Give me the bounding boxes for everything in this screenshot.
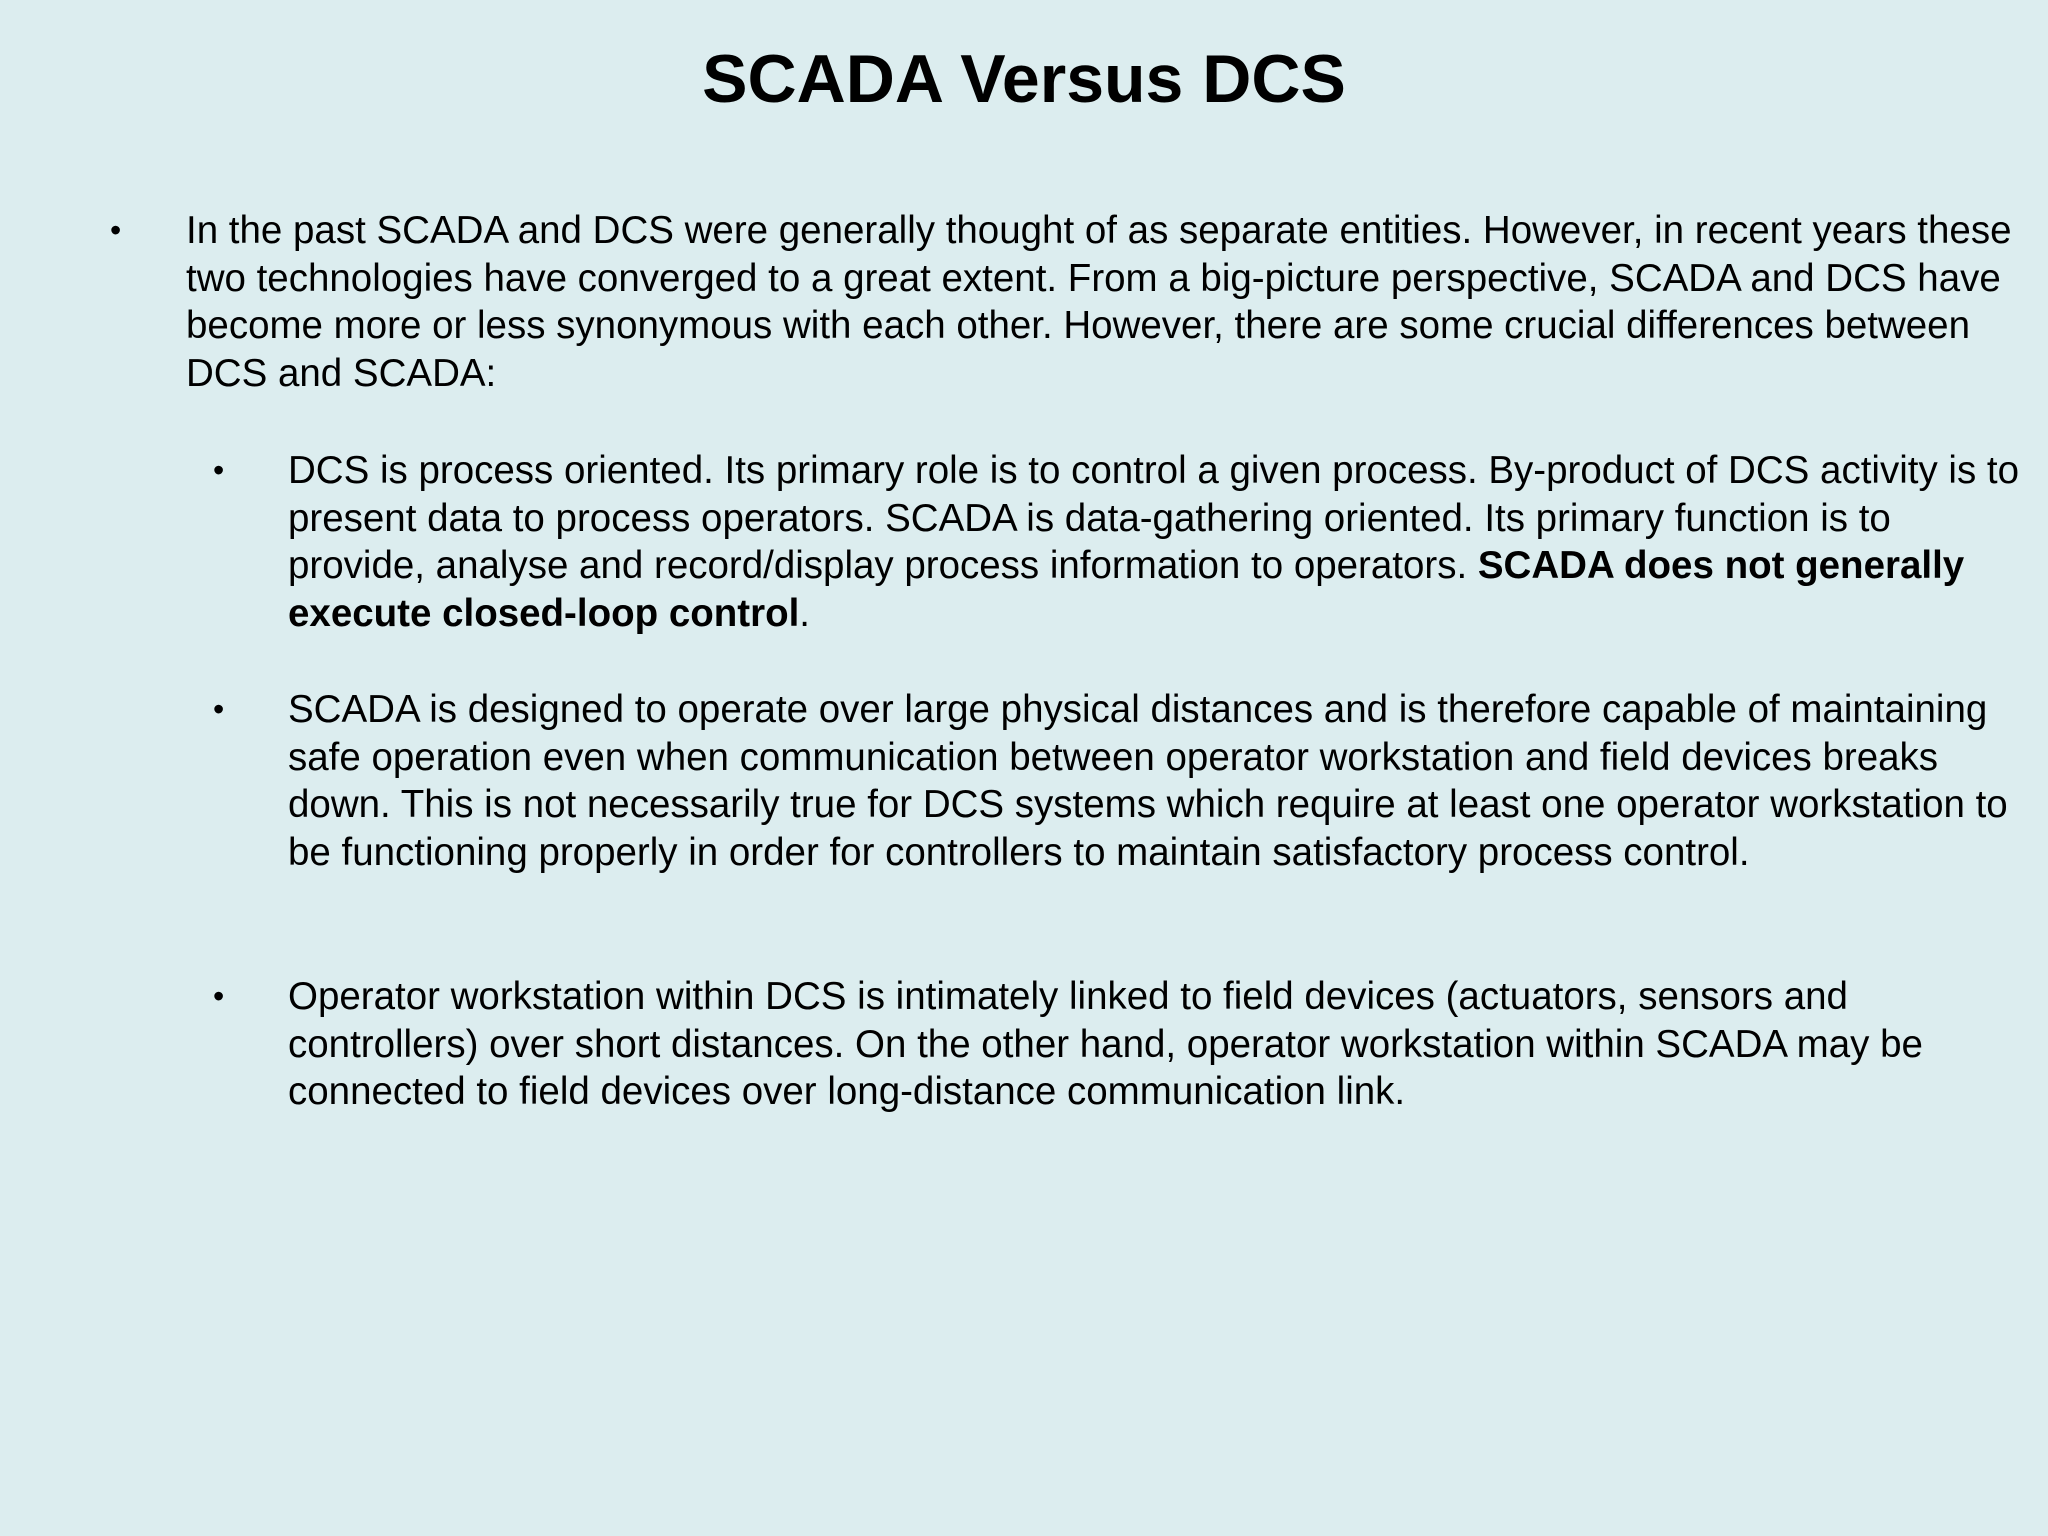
- sub-bullet-text: Operator workstation within DCS is intimately linked to field devices (actuators, sensors and controllers) over short distances. On the other hand, operator workstation within SCADA may be connected to field devices over long-distance communication link.: [288, 975, 1923, 1114]
- sub-bullet-text-part: DCS is process oriented. Its primary role is to control a given process. By-product of DCS activity is to present data to process operators. SCADA is data-gathering oriented. Its primary function is to provide, analyse and record/display process information to operators.: [288, 449, 2019, 588]
- sub-bullet-text: [288, 447, 2028, 638]
- slide-title: SCADA Versus DCS: [702, 41, 1346, 117]
- main-bullet-text: In the past SCADA and DCS were generally thought of as separate entities. However, in recent years these two technologies have converged to a great extent. From a big-picture perspective, SCADA and DCS have become more or less synonymous with each other. However, there are some crucial differences between DCS and SCADA:: [186, 209, 2012, 396]
- bullet-marker: •: [213, 978, 225, 1014]
- bold-emphasis: SCADA does not generally execute closed-loop control: [288, 544, 1965, 636]
- sub-bullet-text: SCADA is designed to operate over large physical distances and is therefore capable of maintaining safe operation even when communication between operator workstation and field devices breaks down. This is not necessarily true for DCS systems which require at least one operator workstation to be functioning properly in order for controllers to maintain satisfactory process control.: [288, 688, 2008, 875]
- bullet-marker: •: [110, 212, 122, 248]
- bullet-marker: •: [213, 452, 225, 488]
- sub-bullet-text-part: .: [799, 592, 810, 636]
- bullet-marker: •: [213, 691, 225, 727]
